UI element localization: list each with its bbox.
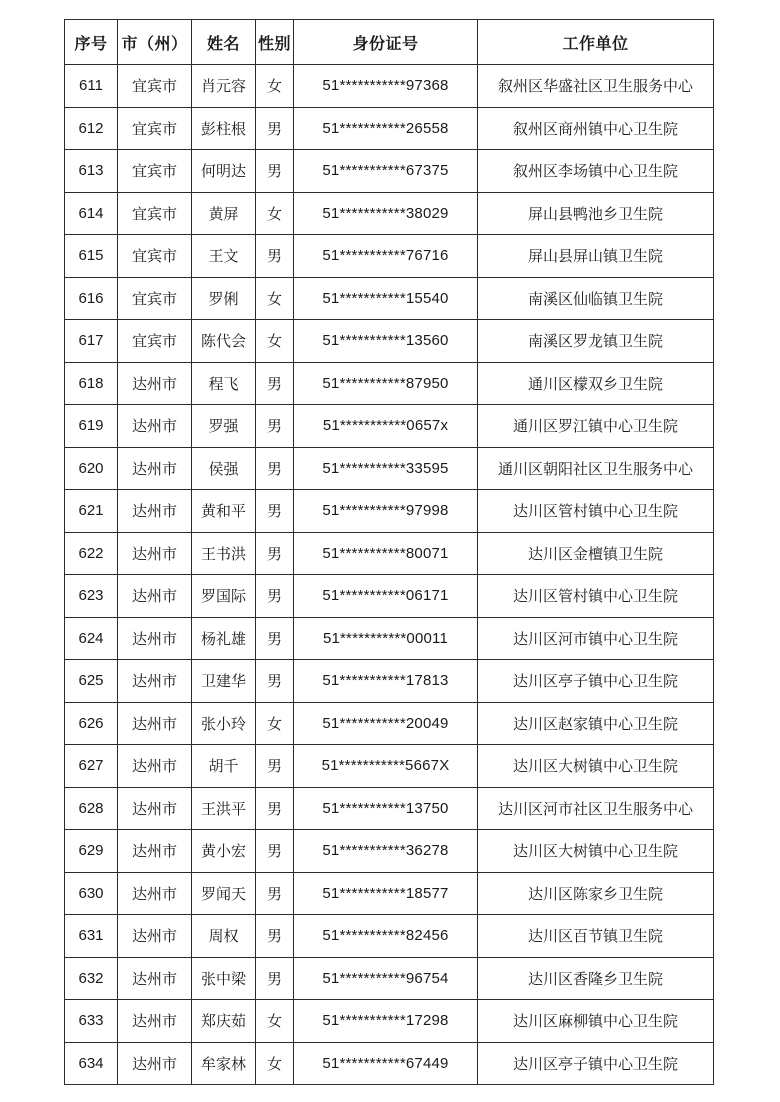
cell-index: 631	[65, 915, 118, 958]
cell-name: 彭柱根	[192, 107, 256, 150]
cell-work-unit: 达川区大树镇中心卫生院	[478, 745, 714, 788]
cell-name: 罗闻天	[192, 872, 256, 915]
cell-work-unit: 达川区金檀镇卫生院	[478, 532, 714, 575]
cell-city: 达州市	[118, 405, 192, 448]
cell-work-unit: 通川区罗江镇中心卫生院	[478, 405, 714, 448]
cell-gender: 男	[256, 150, 294, 193]
cell-index: 634	[65, 1042, 118, 1085]
cell-id-number: 51***********36278	[294, 830, 478, 873]
cell-id-number: 51***********97998	[294, 490, 478, 533]
table-row	[65, 362, 714, 405]
cell-work-unit: 通川区朝阳社区卫生服务中心	[478, 447, 714, 490]
table-row	[65, 745, 714, 788]
cell-gender: 女	[256, 1042, 294, 1085]
cell-gender: 男	[256, 107, 294, 150]
cell-id-number: 51***********67375	[294, 150, 478, 193]
cell-name: 罗俐	[192, 277, 256, 320]
table-row	[65, 660, 714, 703]
cell-gender: 女	[256, 702, 294, 745]
cell-index: 626	[65, 702, 118, 745]
cell-id-number: 51***********13560	[294, 320, 478, 363]
table-row	[65, 277, 714, 320]
cell-id-number: 51***********96754	[294, 957, 478, 1000]
table-row	[65, 65, 714, 108]
cell-city: 达州市	[118, 1000, 192, 1043]
cell-index: 617	[65, 320, 118, 363]
table-row	[65, 150, 714, 193]
table-row	[65, 447, 714, 490]
cell-work-unit: 达川区香隆乡卫生院	[478, 957, 714, 1000]
cell-index: 614	[65, 192, 118, 235]
cell-city: 宜宾市	[118, 277, 192, 320]
cell-name: 王洪平	[192, 787, 256, 830]
cell-id-number: 51***********87950	[294, 362, 478, 405]
cell-name: 张中梁	[192, 957, 256, 1000]
cell-work-unit: 通川区檬双乡卫生院	[478, 362, 714, 405]
cell-id-number: 51***********17298	[294, 1000, 478, 1043]
cell-city: 达州市	[118, 447, 192, 490]
cell-gender: 男	[256, 362, 294, 405]
cell-gender: 女	[256, 1000, 294, 1043]
cell-city: 达州市	[118, 745, 192, 788]
cell-city: 达州市	[118, 830, 192, 873]
cell-gender: 男	[256, 617, 294, 660]
cell-gender: 男	[256, 957, 294, 1000]
cell-index: 618	[65, 362, 118, 405]
cell-work-unit: 达川区百节镇卫生院	[478, 915, 714, 958]
cell-name: 杨礼雄	[192, 617, 256, 660]
cell-city: 达州市	[118, 915, 192, 958]
cell-name: 何明达	[192, 150, 256, 193]
cell-city: 达州市	[118, 702, 192, 745]
cell-city: 宜宾市	[118, 107, 192, 150]
table-row	[65, 872, 714, 915]
cell-index: 633	[65, 1000, 118, 1043]
cell-name: 罗强	[192, 405, 256, 448]
cell-work-unit: 达川区管村镇中心卫生院	[478, 575, 714, 618]
cell-id-number: 51***********00011	[294, 617, 478, 660]
cell-name: 罗国际	[192, 575, 256, 618]
cell-index: 619	[65, 405, 118, 448]
table-row	[65, 1042, 714, 1085]
cell-id-number: 51***********80071	[294, 532, 478, 575]
cell-work-unit: 叙州区李场镇中心卫生院	[478, 150, 714, 193]
cell-index: 620	[65, 447, 118, 490]
header-row	[65, 20, 714, 65]
cell-gender: 女	[256, 65, 294, 108]
cell-gender: 男	[256, 830, 294, 873]
cell-work-unit: 叙州区商州镇中心卫生院	[478, 107, 714, 150]
cell-gender: 女	[256, 320, 294, 363]
table-row	[65, 405, 714, 448]
table-row	[65, 787, 714, 830]
cell-work-unit: 达川区陈家乡卫生院	[478, 872, 714, 915]
cell-id-number: 51***********33595	[294, 447, 478, 490]
cell-city: 宜宾市	[118, 320, 192, 363]
cell-name: 肖元容	[192, 65, 256, 108]
header-gender: 性别	[256, 20, 294, 65]
table-row	[65, 192, 714, 235]
cell-gender: 男	[256, 532, 294, 575]
cell-id-number: 51***********97368	[294, 65, 478, 108]
cell-work-unit: 屏山县屏山镇卫生院	[478, 235, 714, 278]
cell-gender: 女	[256, 277, 294, 320]
cell-gender: 男	[256, 915, 294, 958]
cell-city: 达州市	[118, 872, 192, 915]
cell-gender: 男	[256, 745, 294, 788]
cell-id-number: 51***********17813	[294, 660, 478, 703]
cell-index: 629	[65, 830, 118, 873]
cell-index: 623	[65, 575, 118, 618]
table-row	[65, 575, 714, 618]
table-row	[65, 1000, 714, 1043]
table-row	[65, 107, 714, 150]
cell-index: 630	[65, 872, 118, 915]
cell-id-number: 51***********82456	[294, 915, 478, 958]
cell-index: 615	[65, 235, 118, 278]
table-row	[65, 830, 714, 873]
cell-city: 达州市	[118, 660, 192, 703]
cell-name: 陈代会	[192, 320, 256, 363]
cell-name: 黄和平	[192, 490, 256, 533]
cell-id-number: 51***********0657x	[294, 405, 478, 448]
cell-gender: 男	[256, 575, 294, 618]
cell-id-number: 51***********5667X	[294, 745, 478, 788]
cell-index: 628	[65, 787, 118, 830]
cell-gender: 男	[256, 235, 294, 278]
cell-id-number: 51***********67449	[294, 1042, 478, 1085]
cell-work-unit: 达川区赵家镇中心卫生院	[478, 702, 714, 745]
cell-id-number: 51***********76716	[294, 235, 478, 278]
cell-id-number: 51***********13750	[294, 787, 478, 830]
header-id-number: 身份证号	[294, 20, 478, 65]
cell-name: 王文	[192, 235, 256, 278]
cell-work-unit: 南溪区罗龙镇卫生院	[478, 320, 714, 363]
cell-city: 达州市	[118, 1042, 192, 1085]
table-row	[65, 235, 714, 278]
cell-work-unit: 达川区亭子镇中心卫生院	[478, 660, 714, 703]
cell-work-unit: 达川区大树镇中心卫生院	[478, 830, 714, 873]
cell-name: 侯强	[192, 447, 256, 490]
cell-index: 622	[65, 532, 118, 575]
cell-work-unit: 达川区河市镇中心卫生院	[478, 617, 714, 660]
table-row	[65, 320, 714, 363]
cell-name: 程飞	[192, 362, 256, 405]
cell-work-unit: 屏山县鸭池乡卫生院	[478, 192, 714, 235]
cell-id-number: 51***********15540	[294, 277, 478, 320]
table-row	[65, 617, 714, 660]
cell-name: 黄小宏	[192, 830, 256, 873]
cell-id-number: 51***********20049	[294, 702, 478, 745]
table-row	[65, 490, 714, 533]
cell-index: 611	[65, 65, 118, 108]
cell-work-unit: 达川区河市社区卫生服务中心	[478, 787, 714, 830]
cell-gender: 男	[256, 447, 294, 490]
cell-name: 胡千	[192, 745, 256, 788]
header-work-unit: 工作单位	[478, 20, 714, 65]
cell-gender: 男	[256, 490, 294, 533]
cell-work-unit: 达川区亭子镇中心卫生院	[478, 1042, 714, 1085]
cell-id-number: 51***********06171	[294, 575, 478, 618]
cell-gender: 男	[256, 405, 294, 448]
cell-name: 郑庆茹	[192, 1000, 256, 1043]
table-row	[65, 957, 714, 1000]
cell-gender: 男	[256, 660, 294, 703]
cell-index: 613	[65, 150, 118, 193]
cell-index: 616	[65, 277, 118, 320]
table-row	[65, 702, 714, 745]
cell-index: 612	[65, 107, 118, 150]
cell-name: 周权	[192, 915, 256, 958]
cell-city: 宜宾市	[118, 192, 192, 235]
cell-index: 632	[65, 957, 118, 1000]
cell-gender: 男	[256, 787, 294, 830]
roster-sheet	[64, 19, 713, 1085]
roster-table	[64, 19, 714, 1085]
cell-work-unit: 南溪区仙临镇卫生院	[478, 277, 714, 320]
cell-city: 达州市	[118, 532, 192, 575]
cell-name: 王书洪	[192, 532, 256, 575]
cell-index: 625	[65, 660, 118, 703]
cell-city: 达州市	[118, 362, 192, 405]
cell-city: 达州市	[118, 617, 192, 660]
cell-name: 卫建华	[192, 660, 256, 703]
cell-work-unit: 达川区管村镇中心卫生院	[478, 490, 714, 533]
header-name: 姓名	[192, 20, 256, 65]
cell-city: 宜宾市	[118, 235, 192, 278]
header-index: 序号	[65, 20, 118, 65]
cell-city: 宜宾市	[118, 65, 192, 108]
cell-work-unit: 叙州区华盛社区卫生服务中心	[478, 65, 714, 108]
cell-city: 宜宾市	[118, 150, 192, 193]
cell-index: 624	[65, 617, 118, 660]
cell-name: 张小玲	[192, 702, 256, 745]
cell-id-number: 51***********26558	[294, 107, 478, 150]
cell-city: 达州市	[118, 957, 192, 1000]
header-city: 市（州）	[118, 20, 192, 65]
cell-name: 黄屏	[192, 192, 256, 235]
cell-city: 达州市	[118, 575, 192, 618]
cell-work-unit: 达川区麻柳镇中心卫生院	[478, 1000, 714, 1043]
cell-name: 牟家林	[192, 1042, 256, 1085]
table-row	[65, 532, 714, 575]
cell-id-number: 51***********38029	[294, 192, 478, 235]
cell-id-number: 51***********18577	[294, 872, 478, 915]
cell-index: 621	[65, 490, 118, 533]
cell-gender: 女	[256, 192, 294, 235]
cell-gender: 男	[256, 872, 294, 915]
cell-city: 达州市	[118, 490, 192, 533]
table-row	[65, 915, 714, 958]
cell-index: 627	[65, 745, 118, 788]
cell-city: 达州市	[118, 787, 192, 830]
